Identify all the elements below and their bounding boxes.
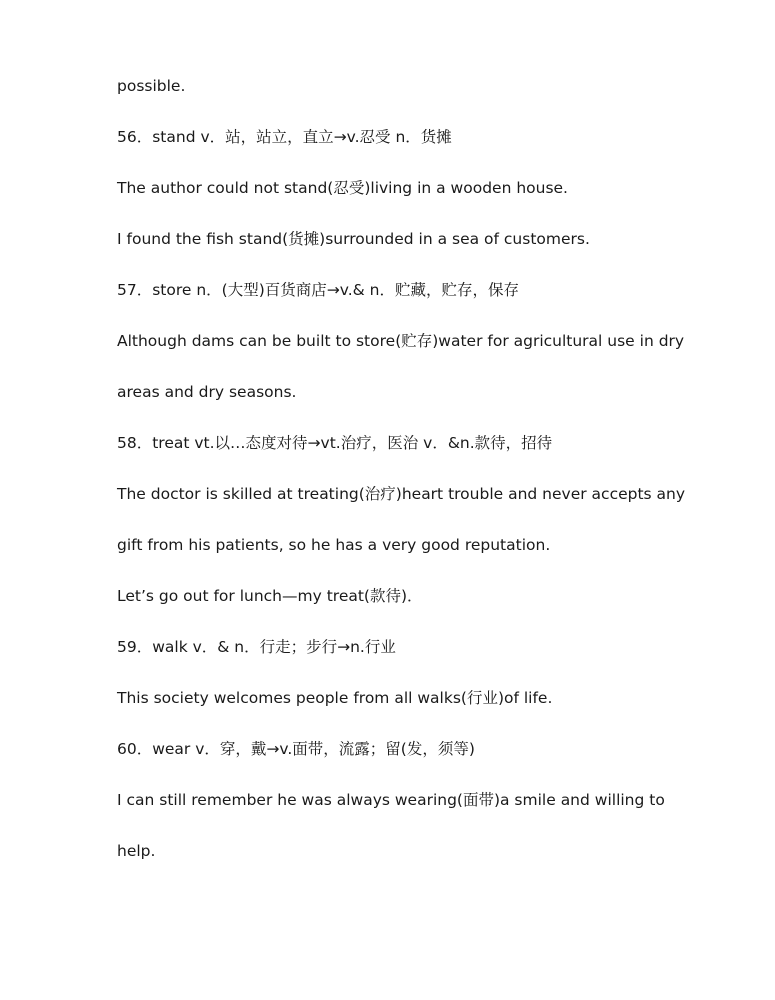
text-line-continuation: possible. [117, 77, 186, 95]
example-sentence: Let’s go out for lunch—my treat(款待)． [117, 587, 423, 605]
example-sentence: The doctor is skilled at treating(治疗)heart trouble and never accepts any [117, 485, 686, 503]
example-sentence: The author could not stand(忍受)living in a wooden house. [117, 179, 568, 197]
example-sentence-cont: gift from his patients, so he has a very good reputation. [117, 536, 551, 554]
example-sentence: Although dams can be built to store(贮存)water for agricultural use in dry [117, 332, 685, 350]
entry-57-heading: 57．store n．(大型)百货商店→v.& n．贮藏，贮存，保存 [117, 281, 519, 299]
example-sentence-cont: areas and dry seasons. [117, 383, 297, 401]
example-sentence-cont: help. [117, 842, 156, 860]
entry-56-heading: 56．stand v．站，站立，直立→v.忍受 n．货摊 [117, 128, 452, 146]
example-sentence: I can still remember he was always wearing(面带)a smile and willing to [117, 791, 665, 809]
entry-58-heading: 58．treat vt.以…态度对待→vt.治疗，医治 v．&n.款待，招待 [117, 434, 553, 452]
example-sentence: This society welcomes people from all walks(行业)of life. [117, 689, 553, 707]
entry-60-heading: 60．wear v．穿，戴→v.面带，流露；留(发，须等) [117, 740, 475, 758]
example-sentence: I found the fish stand(货摊)surrounded in a sea of customers. [117, 230, 590, 248]
entry-59-heading: 59．walk v．& n．行走；步行→n.行业 [117, 638, 396, 656]
